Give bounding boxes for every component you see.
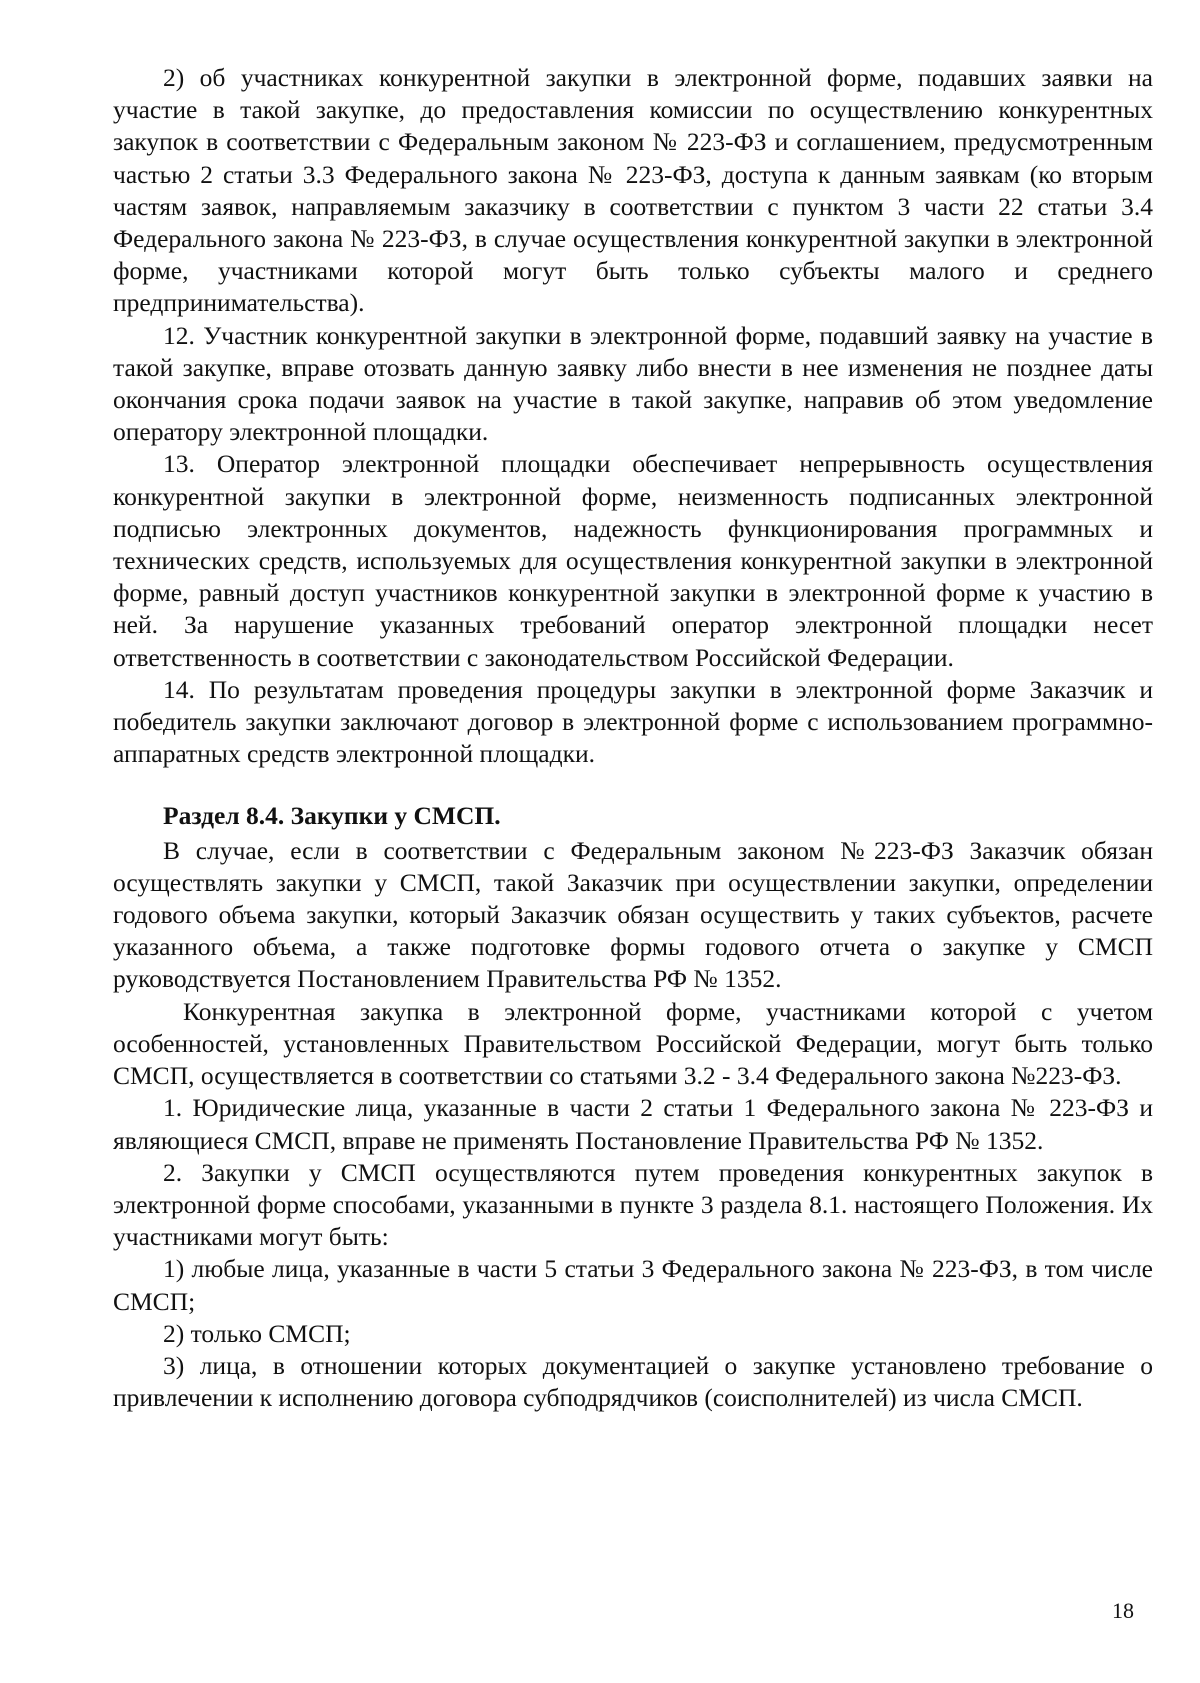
paragraph-13: 13. Оператор электронной площадки обеспечивает непрерывность осуществления конкурентной закупки в электронной форме, неизменность подписанных электронной подписью электронных документов, надежность функционирования программных и технических средств, используемых для осуществления конкурентной закупки в электронной форме, равный доступ участников конкурентной закупки в электронной форме к участию в ней. За нарушение указанных требований оператор электронной площадки несет ответственность в соответствии с законодательством Российской Федерации. [113,449,1153,672]
section-heading: Раздел 8.4. Закупки у СМСП. [163,801,501,831]
section-subpoint-3: 3) лица, в отношении которых документацией о закупке установлено требование о привлечении к исполнению договора субподрядчиков (соисполнителей) из числа СМСП. [113,1350,1153,1413]
section-competitive-paragraph: Конкурентная закупка в электронной форме, участниками которой с учетом особенностей, установленных Правительством Российской Федерации, могут быть только СМСП, осуществляется в соответствии со статьями 3.2 - 3.4 Федерального закона №223-ФЗ. [113,996,1153,1091]
page-number: 18 [1112,1598,1134,1623]
section-subpoint-2: 2) только СМСП; [163,1318,351,1348]
document-body [113,62,1153,1414]
section-point-1: 1. Юридические лица, указанные в части 2 статьи 1 Федерального закона № 223-ФЗ и являющиеся СМСП, вправе не применять Постановление Правительства РФ № 1352. [113,1093,1153,1155]
section-point-2: 2. Закупки у СМСП осуществляются путем проведения конкурентных закупок в электронной форме способами, указанными в пункте 3 раздела 8.1. настоящего Положения. Их участниками могут быть: [113,1157,1153,1252]
section-intro-paragraph: В случае, если в соответствии с Федеральным законом №223-ФЗ Заказчик обязан осуществлять закупки у СМСП, такой Заказчик при осуществлении закупки, определении годового объема закупки, который Заказчик обязан осуществить у таких субъектов, расчете указанного объема, а также подготовке формы годового отчета о закупке у СМСП руководствуется Постановлением Правительства РФ № 1352. [113,835,1153,994]
paragraph-14: 14. По результатам проведения процедуры закупки в электронной форме Заказчик и победитель закупки заключают договор в электронной форме с использованием программно-аппаратных средств электронной площадки. [113,674,1153,769]
paragraph-12: 12. Участник конкурентной закупки в электронной форме, подавший заявку на участие в такой закупке, вправе отозвать данную заявку либо внести в нее изменения не позднее даты окончания срока подачи заявок на участие в такой закупке, направив об этом уведомление оператору электронной площадки. [113,320,1153,447]
paragraph-item-2: 2) об участниках конкурентной закупки в электронной форме, подавших заявки на участие в такой закупке, до предоставления комиссии по осуществлению конкурентных закупок в соответствии с Федеральным законом № 223-ФЗ и соглашением, предусмотренным частью 2 статьи 3.3 Федерального закона № 223-ФЗ, доступа к данным заявкам (ко вторым частям заявок, направляемым заказчику в соответствии с пунктом 3 части 22 статьи 3.4 Федерального закона № 223-ФЗ, в случае осуществления конкурентной закупки в электронной форме, участниками которой могут быть только субъекты малого и среднего предпринимательства). [113,63,1153,318]
section-subpoint-1: 1) любые лица, указанные в части 5 статьи 3 Федерального закона № 223-ФЗ, в том числе СМСП; [113,1254,1153,1316]
